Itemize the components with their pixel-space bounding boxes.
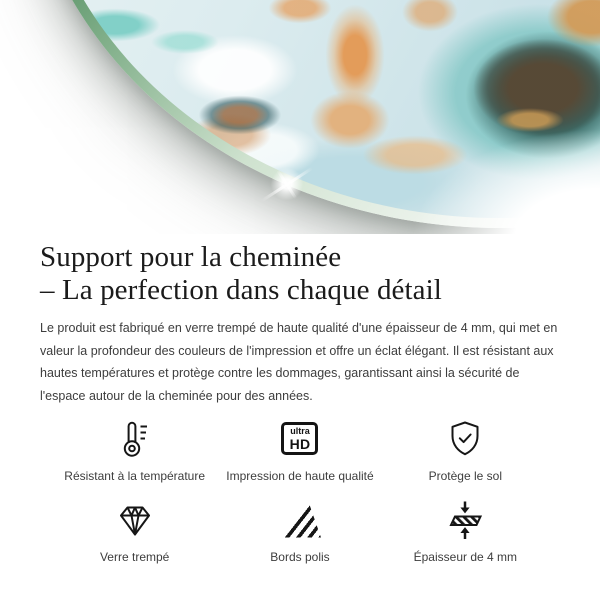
feature-label: Protège le sol — [428, 469, 503, 483]
diamond-icon — [112, 496, 158, 543]
feature-label: Résistant à la température — [64, 469, 206, 483]
feature-print-quality — [217, 415, 382, 483]
ultra-hd-text-top: ultra — [290, 425, 310, 436]
title-line-1: Support pour la cheminée — [40, 241, 342, 273]
feature-label: Épaisseur de 4 mm — [413, 550, 518, 564]
marble-print-artwork — [33, 0, 600, 218]
feature-label: Bords polis — [270, 550, 330, 564]
feature-tempered-glass — [52, 496, 217, 564]
polished-edge-icon — [279, 496, 321, 543]
feature-thickness — [383, 496, 548, 564]
ultra-hd-icon — [281, 415, 318, 462]
title-line-2: – La perfection dans chaque détail — [40, 274, 442, 306]
page-title — [40, 241, 560, 307]
product-description: Le produit est fabriqué en verre trempé de haute qualité d'une épaisseur de 4 mm, qui met en valeur la profondeur des couleurs de l'impression et offre un éclat élégant. Il est résistant aux hautes températures et protège contre les dommages, garantissant ainsi la sécurité de l'espace autour de la cheminée pour des années. — [40, 321, 558, 403]
feature-label: Impression de haute qualité — [226, 469, 374, 483]
product-hero — [0, 0, 600, 234]
ultra-hd-text-bottom: HD — [289, 435, 311, 452]
feature-grid — [52, 415, 548, 564]
glass-panel-photo — [23, 0, 600, 228]
feature-temperature — [52, 415, 217, 483]
feature-floor-protection — [383, 415, 548, 483]
feature-label: Verre trempé — [99, 550, 170, 564]
thermometer-icon — [114, 415, 156, 462]
product-description-section — [0, 241, 600, 564]
shield-check-icon — [443, 415, 487, 462]
feature-polished-edges — [217, 496, 382, 564]
thickness-press-icon — [443, 496, 487, 543]
